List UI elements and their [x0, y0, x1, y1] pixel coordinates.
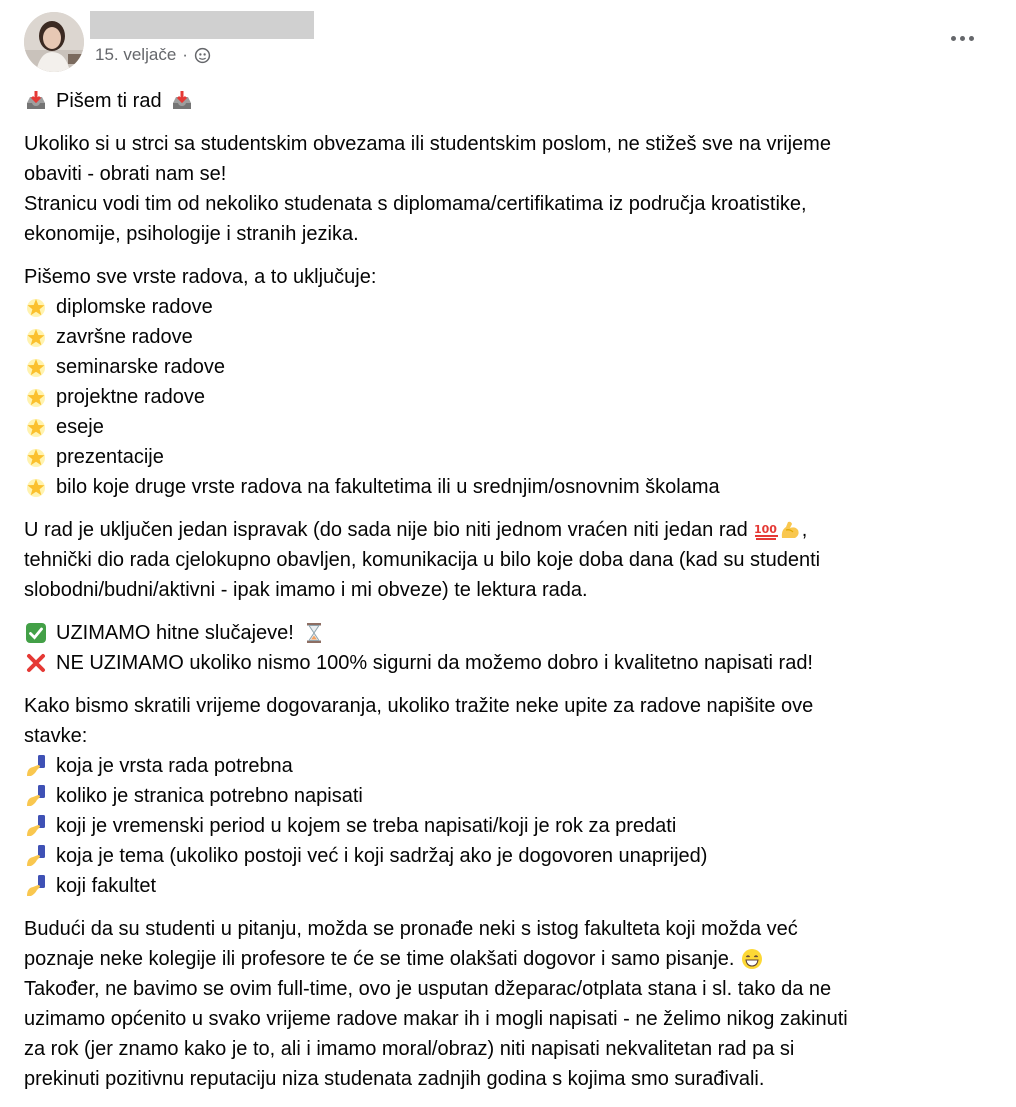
list-item: koja je vrsta rada potrebna [24, 751, 984, 781]
grinning-face-icon [740, 947, 764, 971]
text-line: UZIMAMO hitne slučajeve! [24, 618, 984, 648]
glowing-star-icon [24, 355, 48, 379]
text-line: slobodni/budni/aktivni - ipak imamo i mi obveze) te lektura rada. [24, 579, 588, 601]
list-item: diplomske radove [24, 292, 984, 322]
glowing-star-icon [24, 475, 48, 499]
text-line: obaviti - obrati nam se! [24, 163, 227, 185]
phone-hand-icon [24, 784, 48, 808]
phone-hand-icon [24, 874, 48, 898]
list-item: eseje [24, 412, 984, 442]
list-item: završne radove [24, 322, 984, 352]
glowing-star-icon [24, 295, 48, 319]
text-line: poznaje neke kolegije ili profesore te će se time olakšati dogovor i samo pisanje. [24, 944, 984, 974]
text-line: tehnički dio rada cjelokupno obavljen, komunikacija u bilo koje doba dana (kad su studenti [24, 549, 821, 571]
glowing-star-icon [24, 415, 48, 439]
post-title: Pišem ti rad [56, 90, 162, 112]
text-line: prekinuti pozitivnu reputaciju niza studenata zadnjih godina s kojima smo surađivali. [24, 1068, 765, 1090]
hundred-points-icon [754, 518, 778, 542]
text-line: uzimamo općenito u svako vrijeme radove makar ih i mogli napisati - ne želimo nikog zakinuti [24, 1008, 848, 1030]
types-list [24, 262, 984, 502]
text-line: ekonomije, psihologije i stranih jezika. [24, 223, 359, 245]
post-body [24, 86, 984, 1107]
meta-separator: · [182, 45, 188, 64]
text-line: Stranicu vodi tim od nekoliko studenata s diplomama/certifikatima iz područja kroatistike, [24, 193, 807, 215]
inbox-tray-icon [170, 89, 194, 113]
text-line: U rad je uključen jedan ispravak (do sada nije bio niti jednom vraćen niti jedan rad 100 , [24, 519, 808, 541]
cross-mark-icon [24, 651, 48, 675]
post-meta [95, 45, 211, 65]
policy-paragraph [24, 618, 984, 678]
post-date[interactable]: 15. veljače [95, 45, 177, 64]
svg-text:100: 100 [753, 523, 777, 536]
text-line: NE UZIMAMO ukoliko nismo 100% sigurni da možemo dobro i kvalitetno napisati rad! [24, 648, 984, 678]
check-mark-icon [24, 621, 48, 645]
text-line: Ukoliko si u strci sa studentskim obvezama ili studentskim poslom, ne stižeš sve na vrijeme [24, 133, 831, 155]
list-item: projektne radove [24, 382, 984, 412]
intro-paragraph [24, 129, 984, 249]
list-item: bilo koje druge vrste radova na fakultetima ili u srednjim/osnovnim školama [24, 472, 984, 502]
inbox-tray-icon [24, 89, 48, 113]
author-name-redacted[interactable] [90, 11, 314, 39]
dot-icon [960, 36, 965, 41]
text-line: stavke: [24, 725, 88, 747]
closing-paragraph [24, 914, 984, 1094]
text-line: Također, ne bavimo se ovim full-time, ovo je usputan džeparac/otplata stana i sl. tako da ne [24, 978, 832, 1000]
more-options-button[interactable] [942, 26, 982, 50]
post-title-line [24, 86, 984, 116]
phone-hand-icon [24, 754, 48, 778]
post-header [24, 10, 992, 72]
dot-icon [969, 36, 974, 41]
text-line: Pišemo sve vrste radova, a to uključuje: [24, 266, 377, 288]
glowing-star-icon [24, 325, 48, 349]
list-item: koja je tema (ukoliko postoji već i koji sadržaj ako je dogovoren unaprijed) [24, 841, 984, 871]
text-line: Kako bismo skratili vrijeme dogovaranja, ukoliko tražite neke upite za radove napišite ove [24, 695, 814, 717]
list-item: koliko je stranica potrebno napisati [24, 781, 984, 811]
glowing-star-icon [24, 385, 48, 409]
audience-icon[interactable] [194, 47, 211, 64]
request-paragraph [24, 691, 984, 901]
list-item: koji fakultet [24, 871, 984, 901]
phone-hand-icon [24, 814, 48, 838]
avatar[interactable] [24, 12, 84, 72]
list-item: seminarske radove [24, 352, 984, 382]
flexed-biceps-icon [778, 518, 802, 542]
hourglass-icon [302, 621, 326, 645]
list-item: prezentacije [24, 442, 984, 472]
text-line: za rok (jer znamo kako je to, ali i imamo moral/obraz) niti napisati nekvalitetan rad pa si [24, 1038, 795, 1060]
phone-hand-icon [24, 844, 48, 868]
glowing-star-icon [24, 445, 48, 469]
text-line: Budući da su studenti u pitanju, možda se pronađe neki s istog fakulteta koji možda već [24, 918, 798, 940]
dot-icon [951, 36, 956, 41]
inclusions-paragraph [24, 515, 984, 605]
list-item: koji je vremenski period u kojem se treba napisati/koji je rok za predati [24, 811, 984, 841]
